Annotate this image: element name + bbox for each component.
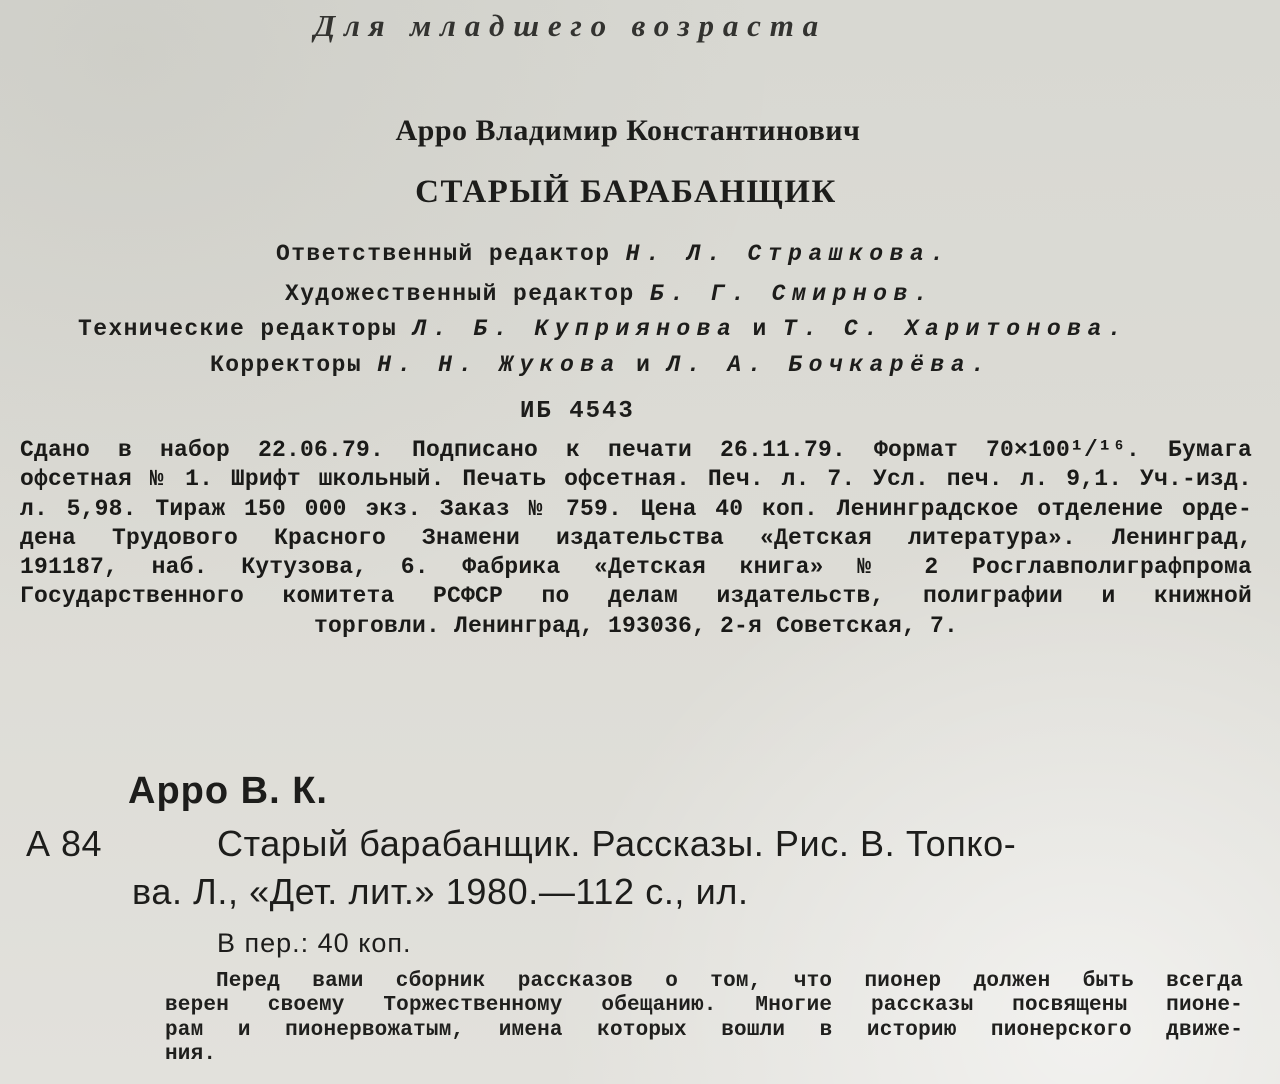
imprint-line: Государственного комитета РСФСР по делам издательств, полиграфии и книжной: [20, 583, 1252, 610]
annotation-line: верен своему Торжественному обещанию. Многие рассказы посвящены пионе-: [165, 994, 1243, 1018]
catalog-card-description-line: Старый барабанщик. Рассказы. Рис. В. Топко-: [217, 823, 1017, 864]
credit-line-proofreaders: [210, 354, 991, 377]
catalog-card-description-line: ва. Л., «Дет. лит.» 1980.—112 с., ил.: [132, 871, 749, 912]
credit-names-second: Л. А. Бочкарёва.: [666, 352, 992, 378]
imprint-line: офсетная № 1. Шрифт школьный. Печать офсетная. Печ. л. 7. Усл. печ. л. 9,1. Уч.-изд.: [20, 466, 1252, 493]
imprint-line: л. 5,98. Тираж 150 000 экз. Заказ № 759. Цена 40 коп. Ленинградское отделение орде-: [20, 495, 1252, 522]
credit-line-responsible-editor: [276, 243, 951, 266]
credit-role: Ответственный редактор: [276, 241, 611, 267]
credit-line-art-editor: [285, 283, 934, 306]
credit-role: Корректоры: [210, 352, 363, 378]
credit-conjunction: и: [752, 316, 768, 342]
catalog-card-annotation: [165, 970, 1243, 1068]
annotation-line: Перед вами сборник рассказов о том, что пионер должен быть всегда: [216, 970, 1243, 993]
imprint-line: торговли. Ленинград, 193036, 2-я Советская, 7.: [313, 612, 959, 639]
catalog-card-author: Арро В. К.: [128, 770, 328, 812]
audience-label: Для младшего возраста: [314, 8, 827, 43]
imprint-line: дена Трудового Красного Знамени издательства «Детская литература». Ленинград,: [20, 524, 1252, 551]
catalog-card-index: А 84: [26, 823, 103, 864]
credit-names: Н. Н. Жукова: [377, 352, 621, 378]
credit-names: Н. Л. Страшкова.: [625, 241, 951, 267]
author-full-name: Арро Владимир Константинович: [395, 114, 861, 147]
catalog-card-price: В пер.: 40 коп.: [217, 928, 412, 958]
credit-line-technical-editors: [78, 318, 1128, 341]
credit-names: Б. Г. Смирнов.: [649, 281, 935, 307]
imprint-line: 191187, наб. Кутузова, 6. Фабрика «Детская книга» № 2 Росглавполиграфпрома: [20, 554, 1252, 581]
credit-role: Художественный редактор: [285, 281, 635, 307]
credit-names: Л. Б. Куприянова: [412, 316, 738, 342]
credit-role: Технические редакторы: [78, 316, 398, 342]
ib-number: ИБ 4543: [520, 398, 635, 425]
imprint-block: [20, 436, 1252, 641]
imprint-line: Сдано в набор 22.06.79. Подписано к печати 26.11.79. Формат 70×100¹/¹⁶. Бумага: [20, 437, 1252, 463]
credit-conjunction: и: [636, 352, 652, 378]
credit-names-second: Т. С. Харитонова.: [782, 316, 1129, 342]
book-title: СТАРЫЙ БАРАБАНЩИК: [415, 174, 837, 210]
annotation-line: рам и пионервожатым, имена которых вошли в историю пионерского движе-: [165, 1018, 1243, 1042]
annotation-line: ния.: [165, 1043, 217, 1067]
